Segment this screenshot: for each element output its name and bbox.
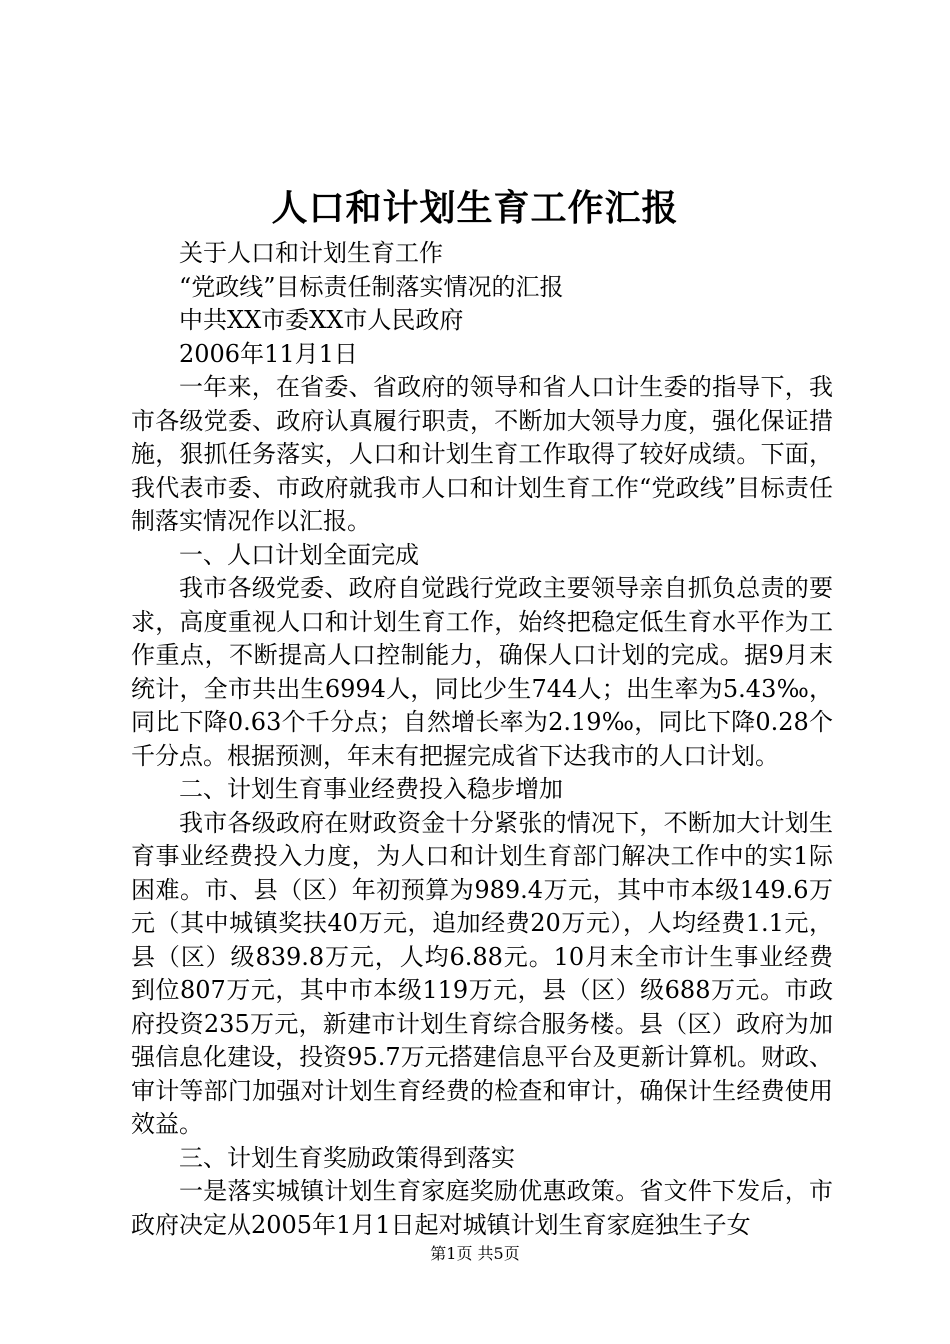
intro-paragraph: 一年来，在省委、省政府的领导和省人口计生委的指导下，我市各级党委、政府认真履行职责，不断加大领导力度，强化保证措施，狠抓任务落实，人口和计划生育工作取得了较好成绩。下面，我代表市委、市政府就我市人口和计划生育工作“党政线”目标责任制落实情况作以汇报。 xyxy=(131,373,833,535)
section-heading-3: 三、计划生育奖励政策得到落实 xyxy=(179,1143,515,1172)
section-paragraph-1: 我市各级党委、政府自觉践行党政主要领导亲自抓负总责的要求，高度重视人口和计划生育工作，始终把稳定低生育水平作为工作重点，不断提高人口控制能力，确保人口计划的完成。据9月末统计，全市共出生6994人，同比少生744人；出生率为5.43‰，同比下降0.63个千分点；自然增长率为2.19‰，同比下降0.28个千分点。根据预测，年末有把握完成省下达我市的人口计划。 xyxy=(131,574,833,770)
section-paragraph-2: 我市各级政府在财政资金十分紧张的情况下，不断加大计划生育事业经费投入力度，为人口和计划生育部门解决工作中的实1际困难。市、县（区）年初预算为989.4万元，其中市本级149.6万元（其中城镇奖扶40万元，追加经费20万元），人均经费1.1元，县（区）级839.8万元，人均6.88元。10月末全市计生事业经费到位807万元，其中市本级119万元，县（区）级688万元。市政府投资235万元，新建市计划生育综合服务楼。县（区）政府为加强信息化建设，投资95.7万元搭建信息平台及更新计算机。财政、审计等部门加强对计划生育经费的检查和审计，确保计生经费使用效益。 xyxy=(131,808,833,1138)
date-line: 2006年11月1日 xyxy=(179,339,358,368)
issuer-line: 中共XX市委XX市人民政府 xyxy=(179,306,464,334)
section-heading-2: 二、计划生育事业经费投入稳步增加 xyxy=(179,775,563,803)
section-heading-1: 一、人口计划全面完成 xyxy=(179,540,419,569)
document-title: 人口和计划生育工作汇报 xyxy=(271,187,679,229)
subtitle-line-1: 关于人口和计划生育工作 xyxy=(179,239,443,267)
subtitle-line-2: “党政线”目标责任制落实情况的汇报 xyxy=(179,272,564,301)
document-body xyxy=(131,237,833,1242)
page-footer: 第1页 共5页 xyxy=(430,1244,520,1263)
section-paragraph-3: 一是落实城镇计划生育家庭奖励优惠政策。省文件下发后，市政府决定从2005年1月1日起对城镇计划生育家庭独生子女 xyxy=(131,1177,833,1239)
